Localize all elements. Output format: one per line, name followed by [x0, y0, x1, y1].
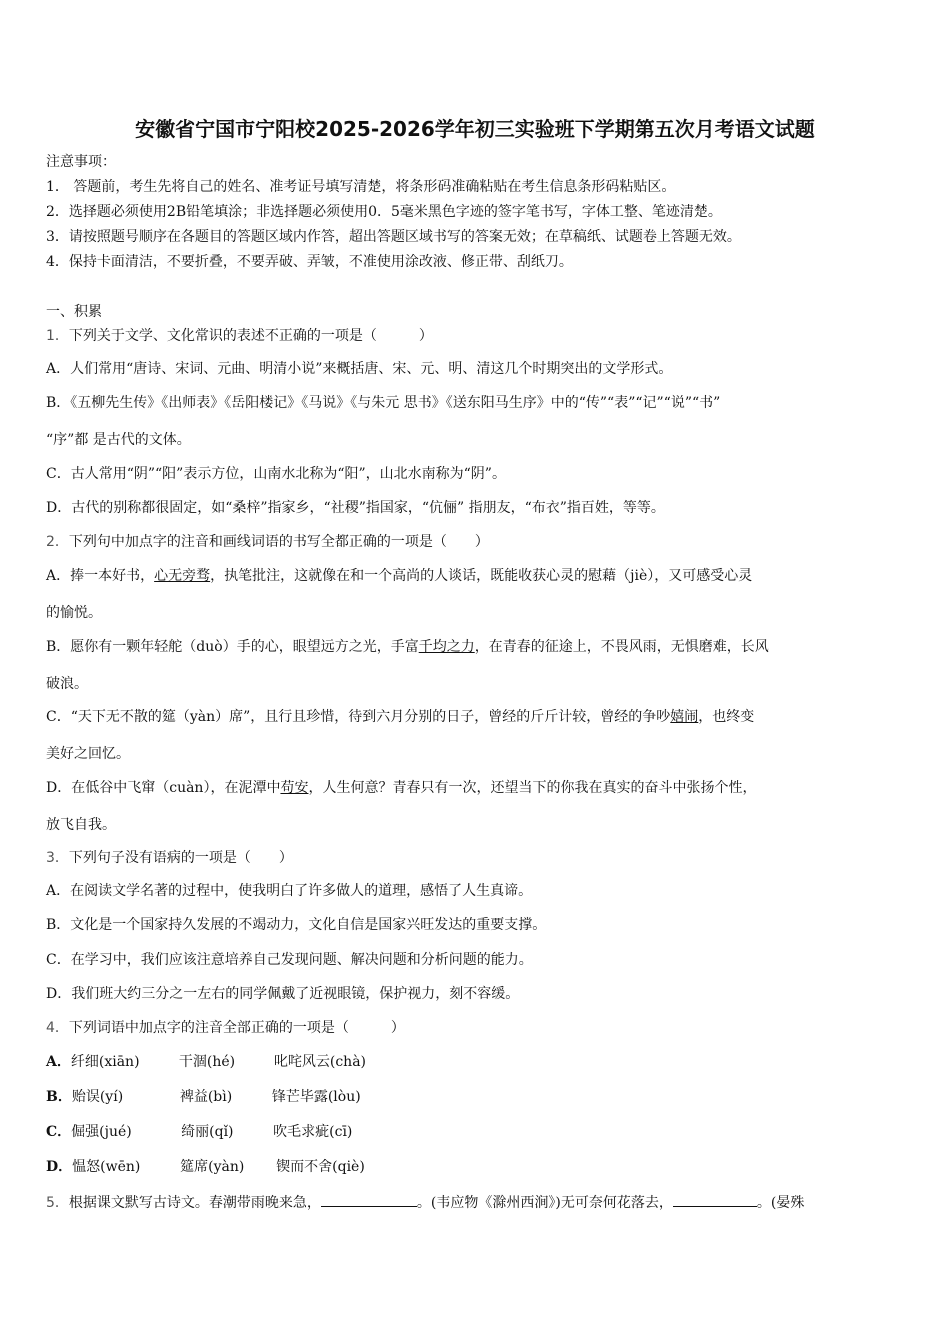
word: 筵席(yàn)	[180, 1159, 245, 1175]
q2-option-d	[46, 778, 756, 798]
answer-blank[interactable]	[673, 1194, 757, 1207]
underlined-word: 苟安	[280, 780, 309, 796]
question-text: 下列词语中加点字的注音全部正确的一项是（ ）	[68, 1020, 405, 1036]
notice-item: 3．请按照题号顺序在各题目的答题区域内作答，超出答题区域书写的答案无效；在草稿纸、试题卷上答题无效。	[46, 229, 741, 245]
word: 锋芒毕露(lòu)	[271, 1089, 361, 1105]
notice-item: 2．选择题必须使用2B铅笔填涂；非选择题必须使用0．5毫米黑色字迹的签字笔书写，字体工整、笔迹清楚。	[46, 204, 722, 220]
underlined-word: 心无旁骛	[154, 568, 211, 584]
q4-option-c	[46, 1122, 352, 1142]
word: 贻误(yí)	[71, 1089, 124, 1105]
q3-option-d: D．我们班大约三分之一左右的同学佩戴了近视眼镜，保护视力，刻不容缓。	[46, 986, 520, 1002]
q3-option-b: B．文化是一个国家持久发展的不竭动力，文化自信是国家兴旺发达的重要支撑。	[46, 917, 547, 933]
q1-option-b: B．《五柳先生传》《出师表》《岳阳楼记》《马说》《与朱元 思书》《送东阳马生序》中的“传”“表”“记”“说”“书”	[46, 395, 721, 411]
question-3-stem	[46, 848, 293, 868]
question-number: 1．	[46, 328, 69, 344]
question-number: 3．	[46, 850, 69, 866]
option-text: A．捧一本好书，	[46, 568, 155, 584]
question-text: 下列句子没有语病的一项是（ ）	[68, 850, 293, 866]
q1-option-b-cont: “序”都 是古代的文体。	[46, 432, 191, 448]
q1-option-a: A．人们常用“唐诗、宋词、元曲、明清小说”来概括唐、宋、元、明、清这几个时期突出的文学形式。	[46, 361, 673, 377]
q4-option-b	[46, 1087, 361, 1107]
q4-option-d	[46, 1157, 365, 1177]
q2-option-c-cont: 美好之回忆。	[46, 746, 130, 762]
q2-option-b	[46, 637, 769, 657]
q2-option-a	[46, 566, 752, 586]
notice-item: 1． 答题前，考生先将自己的姓名、准考证号填写清楚，将条形码准确粘贴在考生信息条形码粘贴区。	[46, 179, 676, 195]
option-text: C．“天下无不散的筵（yàn）席”，且行且珍惜，待到六月分别的日子，曾经的斤斤计较，曾经的争吵	[46, 709, 671, 725]
page-title: 安徽省宁国市宁阳校2025-2026学年初三实验班下学期第五次月考语文试题	[135, 117, 815, 141]
question-text: 根据课文默写古诗文。春潮带雨晚来急，	[68, 1195, 321, 1211]
option-label: A．	[46, 1054, 71, 1070]
word: 裨益(bì)	[179, 1089, 233, 1105]
q3-option-a: A．在阅读文学名著的过程中，使我明白了许多做人的道理，感悟了人生真谛。	[46, 883, 533, 899]
option-label: D．	[46, 1159, 73, 1175]
word: 干涸(hé)	[178, 1054, 236, 1070]
q2-option-c	[46, 707, 754, 727]
notice-heading: 注意事项：	[46, 154, 116, 170]
option-text: ，人生何意？青春只有一次，还望当下的你我在真实的奋斗中张扬个性，	[308, 780, 757, 796]
question-number: 5．	[46, 1195, 69, 1211]
q2-option-d-cont: 放飞自我。	[46, 817, 116, 833]
question-text: 下列关于文学、文化常识的表述不正确的一项是（ ）	[68, 328, 433, 344]
q1-option-c: C．古人常用“阴”“阳”表示方位，山南水北称为“阳”，山北水南称为“阴”。	[46, 466, 506, 482]
word: 纤细(xiān)	[70, 1054, 140, 1070]
notice-item: 4．保持卡面清洁，不要折叠，不要弄破、弄皱，不准使用涂改液、修正带、刮纸刀。	[46, 254, 573, 270]
q2-option-a-cont: 的愉悦。	[46, 605, 102, 621]
q2-option-b-cont: 破浪。	[46, 676, 88, 692]
question-number: 2．	[46, 534, 69, 550]
option-text: ，执笔批注，这就像在和一个高尚的人谈话，既能收获心灵的慰藉（jiè），又可感受心灵	[210, 568, 753, 584]
answer-blank[interactable]	[321, 1194, 417, 1207]
question-text: 。(韦应物《滁州西涧》)无可奈何花落去，	[416, 1195, 673, 1211]
option-label: B．	[46, 1089, 72, 1105]
option-text: B．愿你有一颗年轻舵（duò）手的心，眼望远方之光，手富	[46, 639, 419, 655]
word: 愠怒(wēn)	[72, 1159, 141, 1175]
option-label: C．	[46, 1124, 72, 1140]
word: 叱咤风云(chà)	[273, 1054, 367, 1070]
underlined-word: 嬉闹	[670, 709, 699, 725]
q3-option-c: C．在学习中，我们应该注意培养自己发现问题、解决问题和分析问题的能力。	[46, 952, 533, 968]
word: 倔强(jué)	[71, 1124, 132, 1140]
option-text: ，在青春的征途上，不畏风雨，无惧磨难，长风	[474, 639, 769, 655]
section-heading: 一、积累	[46, 304, 102, 320]
question-5-stem	[46, 1193, 804, 1213]
question-text: 。(晏殊	[756, 1195, 805, 1211]
underlined-word: 千均之力	[418, 639, 475, 655]
question-4-stem	[46, 1018, 405, 1038]
question-number: 4．	[46, 1020, 69, 1036]
question-1-stem	[46, 326, 433, 346]
word: 绮丽(qǐ)	[181, 1124, 234, 1140]
q1-option-d: D．古代的别称都很固定，如“桑梓”指家乡，“社稷”指国家，“伉俪” 指朋友，“布衣”指百姓，等等。	[46, 500, 665, 516]
option-text: D．在低谷中飞窜（cuàn），在泥潭中	[46, 780, 281, 796]
option-text: ，也终变	[698, 709, 755, 725]
word: 吹毛求疵(cī)	[273, 1124, 353, 1140]
question-text: 下列句中加点字的注音和画线词语的书写全都正确的一项是（ ）	[68, 534, 489, 550]
question-2-stem	[46, 532, 489, 552]
word: 锲而不舍(qiè)	[276, 1159, 365, 1175]
q4-option-a	[46, 1052, 366, 1072]
